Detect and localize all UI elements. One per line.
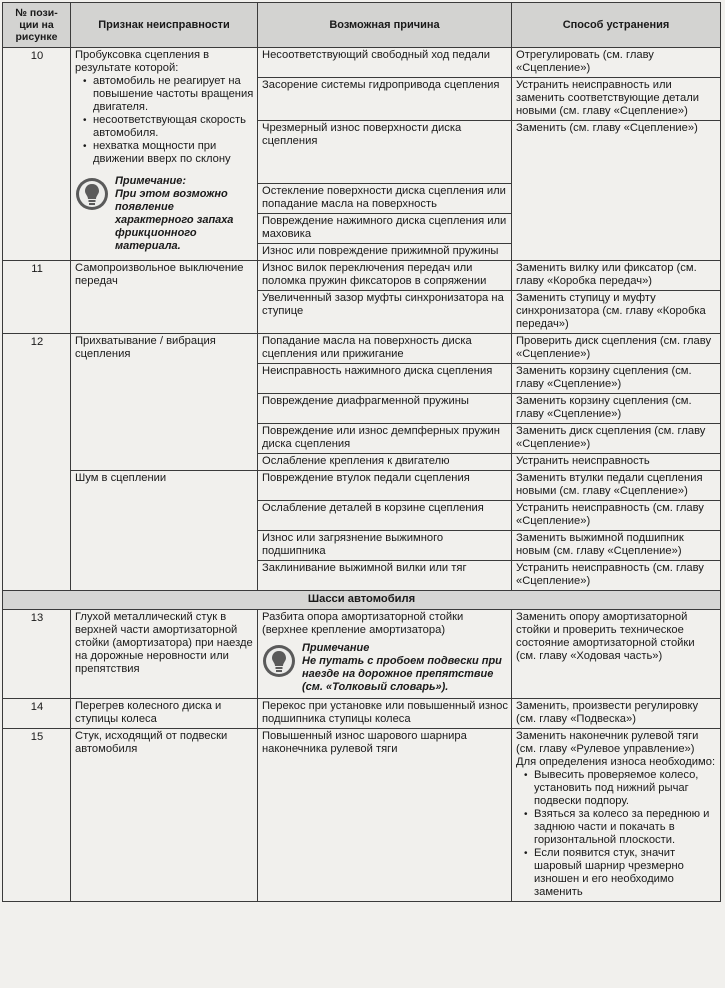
cause-cell: Несоответствующий свободный ход педали (258, 48, 512, 78)
fix-cell: Устранить неисправность (см. главу «Сцепление») (512, 561, 721, 591)
section-row (3, 591, 721, 610)
table-row (3, 334, 721, 364)
fix-cell: Заменить опору амортизаторной стойки и проверить техническое состояние амортизаторной стойки (см. главу «Ходовая часть») (512, 610, 721, 699)
note-text: При этом возможно появление характерного запаха фрикционного материала. (115, 188, 234, 252)
fix-cell: Отрегулировать (см. главу «Сцепление») (512, 48, 721, 78)
symptom-cell: Прихватывание / вибрация сцепления (71, 334, 258, 471)
lightbulb-icon (262, 644, 296, 678)
cause-cell: Износ или повреждение прижимной пружины (258, 244, 512, 261)
cause-cell: Повреждение втулок педали сцепления (258, 471, 512, 501)
fix-cell: Заменить, произвести регулировку (см. главу «Подвеска») (512, 699, 721, 729)
header-symptom: Признак неисправности (71, 3, 258, 48)
list-item: • Если появится стук, значит шаровый шарнир чрезмерно изношен и его необходимо заменить (526, 847, 717, 899)
symptom-cell: Самопроизвольное выключение передач (71, 261, 258, 334)
cause-cell: Перекос при установке или повышенный износ подшипника ступицы колеса (258, 699, 512, 729)
cause-cell: Попадание масла на поверхность диска сцепления или прижигание (258, 334, 512, 364)
cause-cell: Ослабление деталей в корзине сцепления (258, 501, 512, 531)
table-row (3, 471, 721, 501)
fix-cell: Заменить вилку или фиксатор (см. главу «Коробка передач») (512, 261, 721, 291)
cause-cell: Повреждение нажимного диска сцепления или маховика (258, 214, 512, 244)
fix-cell: Заменить корзину сцепления (см. главу «Сцепление») (512, 364, 721, 394)
position-number: 12 (3, 334, 71, 591)
table-row (3, 48, 721, 78)
cause-cell: Ослабление крепления к двигателю (258, 454, 512, 471)
cause-cell: Повреждение или износ демпферных пружин диска сцепления (258, 424, 512, 454)
troubleshooting-table (2, 2, 721, 902)
cause-cell: Увеличенный зазор муфты синхронизатора на ступице (258, 291, 512, 334)
list-item: • нехватка мощности при движении вверх по склону (85, 140, 254, 166)
header-position: № пози- ции на рисунке (3, 3, 71, 48)
cause-cell: Чрезмерный износ поверхности диска сцепления (258, 121, 512, 184)
cause-cell (258, 610, 512, 699)
note-title: Примечание: (115, 175, 187, 187)
cause-cell: Износ или загрязнение выжимного подшипника (258, 531, 512, 561)
fix-cell: Заменить ступицу и муфту синхронизатора (см. главу «Коробка передач») (512, 291, 721, 334)
fix-cell: Заменить выжимной подшипник новым (см. главу «Сцепление») (512, 531, 721, 561)
fix-cell: Проверить диск сцепления (см. главу «Сцепление») (512, 334, 721, 364)
position-number: 14 (3, 699, 71, 729)
symptom-cell: Шум в сцеплении (71, 471, 258, 591)
fix-cell: Устранить неисправность (см. главу «Сцепление») (512, 501, 721, 531)
fix-cell (512, 729, 721, 902)
fix-cell: Заменить корзину сцепления (см. главу «Сцепление») (512, 394, 721, 424)
symptom-cell: Глухой металлический стук в верхней части амортизаторной стойки (амортизатора) при наезде на дорожные неровности или препятствия (71, 610, 258, 699)
position-number: 11 (3, 261, 71, 334)
symptom-cell: Перегрев колесного диска и ступицы колеса (71, 699, 258, 729)
fix-cell: Заменить (см. главу «Сцепление») (512, 121, 721, 261)
fix-cell: Устранить неисправность или заменить соответствующие детали новыми (см. главу «Сцепление») (512, 78, 721, 121)
fix-text: Заменить наконечник рулевой тяги (см. главу «Рулевое управление») Для определения износа необходимо: (516, 730, 716, 768)
cause-cell: Повышенный износ шарового шарнира наконечника рулевой тяги (258, 729, 512, 902)
note-text: Не путать с пробоем подвески при наезде на дорожное препятствие (см. «Толковый словарь»). (302, 655, 502, 693)
table-row (3, 261, 721, 291)
symptom-cell: Стук, исходящий от подвески автомобиля (71, 729, 258, 902)
cause-cell: Засорение системы гидропривода сцепления (258, 78, 512, 121)
fix-cell: Заменить диск сцепления (см. главу «Сцепление») (512, 424, 721, 454)
note-block (262, 642, 508, 694)
table-row (3, 610, 721, 699)
cause-cell: Заклинивание выжимной вилки или тяг (258, 561, 512, 591)
list-item: • Взяться за колесо за переднюю и заднюю части и покачать в горизонтальной плоскости. (526, 808, 717, 847)
fix-cell: Заменить втулки педали сцепления новыми (см. главу «Сцепление») (512, 471, 721, 501)
list-item: • несоответствующая скорость автомобиля. (85, 114, 254, 140)
position-number: 13 (3, 610, 71, 699)
section-title: Шасси автомобиля (3, 591, 721, 610)
list-item: • Вывесить проверяемое колесо, установить под нижний рычаг подвески подпору. (526, 769, 717, 808)
table-row (3, 729, 721, 902)
note-block (75, 175, 254, 253)
position-number: 10 (3, 48, 71, 261)
note-title: Примечание (302, 642, 370, 654)
position-number: 15 (3, 729, 71, 902)
fix-cell: Устранить неисправность (512, 454, 721, 471)
cause-text: Разбита опора амортизаторной стойки (верхнее крепление амортизатора) (262, 611, 464, 636)
fix-list (516, 769, 717, 899)
cause-cell: Повреждение диафрагменной пружины (258, 394, 512, 424)
cause-cell: Остекление поверхности диска сцепления или попадание масла на поверхность (258, 184, 512, 214)
cause-cell: Неисправность нажимного диска сцепления (258, 364, 512, 394)
table-header-row (3, 3, 721, 48)
list-item: • автомобиль не реагирует на повышение частоты вращения двигателя. (85, 75, 254, 114)
table-row (3, 699, 721, 729)
cause-cell: Износ вилок переключения передач или поломка пружин фиксаторов в сопряжении (258, 261, 512, 291)
header-cause: Возможная причина (258, 3, 512, 48)
symptom-text: Пробуксовка сцепления в результате которой: (75, 49, 210, 74)
symptom-list (75, 75, 254, 166)
symptom-cell (71, 48, 258, 261)
header-fix: Способ устранения (512, 3, 721, 48)
lightbulb-icon (75, 177, 109, 211)
